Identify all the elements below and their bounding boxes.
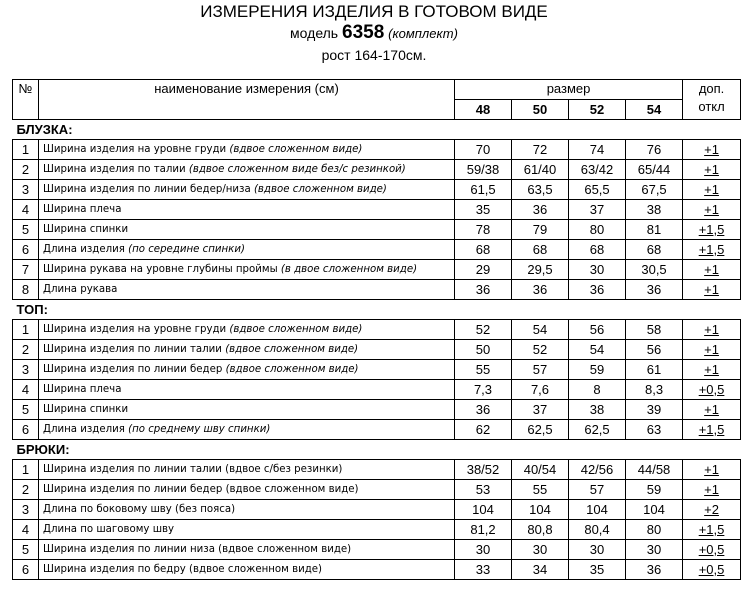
tolerance-cell [683, 320, 741, 340]
size-value: 55 [455, 360, 512, 380]
measurement-name [39, 460, 455, 480]
size-value: 68 [626, 240, 683, 260]
size-value: 80 [569, 220, 626, 240]
size-value: 38/52 [455, 460, 512, 480]
measurement-name [39, 520, 455, 540]
measurement-label: Ширина рукава на уровне глубины проймы [43, 264, 278, 275]
measurement-label: Ширина плеча [43, 204, 122, 215]
size-value: 38 [569, 400, 626, 420]
size-value: 63/42 [569, 160, 626, 180]
model-line [0, 22, 748, 44]
size-value: 72 [512, 140, 569, 160]
measurement-name [39, 240, 455, 260]
row-number: 5 [13, 540, 39, 560]
size-value: 68 [455, 240, 512, 260]
header-size-50: 50 [512, 100, 569, 120]
size-value: 59/38 [455, 160, 512, 180]
row-number: 5 [13, 220, 39, 240]
size-value: 74 [569, 140, 626, 160]
size-value: 59 [569, 360, 626, 380]
size-value: 7,3 [455, 380, 512, 400]
tolerance-cell [683, 400, 741, 420]
tolerance-cell [683, 380, 741, 400]
size-value: 38 [626, 200, 683, 220]
tolerance-value: +1,5 [698, 242, 725, 257]
tolerance-value: +1,5 [698, 522, 725, 537]
measurement-label: Ширина изделия по линии бедер [43, 364, 223, 375]
header-number: № [13, 80, 39, 120]
size-value: 8 [569, 380, 626, 400]
tolerance-value: +1 [704, 202, 719, 217]
section-title: ТОП: [13, 300, 741, 320]
size-value: 7,6 [512, 380, 569, 400]
size-value: 68 [569, 240, 626, 260]
size-value: 76 [626, 140, 683, 160]
measurement-note: (вдвое сложенном виде) [225, 364, 359, 375]
size-value: 70 [455, 140, 512, 160]
size-value: 36 [455, 400, 512, 420]
size-value: 104 [569, 500, 626, 520]
measurement-label: Ширина изделия по линии бедер/низа [43, 184, 251, 195]
measurement-name [39, 200, 455, 220]
row-number: 6 [13, 560, 39, 580]
size-value: 30 [569, 260, 626, 280]
measurement-name [39, 420, 455, 440]
size-value: 57 [569, 480, 626, 500]
measurement-note: (вдвое сложенном виде без/с резинкой) [188, 164, 406, 175]
row-number: 3 [13, 500, 39, 520]
table-row [13, 480, 741, 500]
tolerance-value: +1 [704, 282, 719, 297]
model-number: 6358 [342, 22, 385, 43]
table-row [13, 380, 741, 400]
measurement-name [39, 160, 455, 180]
measurement-label: Ширина изделия по линии талии [43, 344, 222, 355]
tolerance-value: +1,5 [698, 222, 725, 237]
size-value: 78 [455, 220, 512, 240]
row-number: 8 [13, 280, 39, 300]
measurement-note: (вдвое сложенном виде) [229, 324, 363, 335]
tolerance-cell [683, 560, 741, 580]
measurement-label: Ширина спинки [43, 224, 129, 235]
measurement-note: (вдвое сложенном виде) [225, 344, 359, 355]
row-number: 3 [13, 180, 39, 200]
size-value: 65/44 [626, 160, 683, 180]
measurement-note: (вдвое сложенном виде) [253, 184, 387, 195]
size-value: 40/54 [512, 460, 569, 480]
section-row [13, 440, 741, 460]
measurement-name [39, 400, 455, 420]
size-value: 62,5 [512, 420, 569, 440]
row-number: 6 [13, 240, 39, 260]
size-value: 36 [626, 560, 683, 580]
measurement-label: Ширина изделия по бедру (вдвое сложенном виде) [43, 564, 322, 575]
row-number: 5 [13, 400, 39, 420]
row-number: 2 [13, 480, 39, 500]
table-row [13, 400, 741, 420]
tolerance-value: +1 [704, 262, 719, 277]
size-value: 67,5 [626, 180, 683, 200]
tolerance-cell [683, 420, 741, 440]
measurement-name [39, 260, 455, 280]
document-title: ИЗМЕРЕНИЯ ИЗДЕЛИЯ В ГОТОВОМ ВИДЕ [200, 2, 548, 21]
height-range: рост 164-170см. [321, 47, 427, 63]
table-row [13, 320, 741, 340]
measurement-label: Ширина изделия по линии талии (вдвое с/без резинки) [43, 464, 343, 475]
size-value: 44/58 [626, 460, 683, 480]
measurement-label: Ширина изделия на уровне груди [43, 324, 227, 335]
measurement-name [39, 320, 455, 340]
model-note: (комплект) [388, 26, 458, 41]
size-value: 63,5 [512, 180, 569, 200]
size-value: 29,5 [512, 260, 569, 280]
row-number: 1 [13, 460, 39, 480]
tolerance-cell [683, 340, 741, 360]
size-value: 30 [569, 540, 626, 560]
header-size: размер [455, 80, 683, 100]
size-value: 80 [626, 520, 683, 540]
size-value: 68 [512, 240, 569, 260]
tolerance-cell [683, 260, 741, 280]
size-value: 52 [512, 340, 569, 360]
tolerance-cell [683, 240, 741, 260]
table-row [13, 260, 741, 280]
row-number: 2 [13, 340, 39, 360]
size-value: 54 [512, 320, 569, 340]
size-value: 61 [626, 360, 683, 380]
size-value: 39 [626, 400, 683, 420]
measurement-note: (по среднему шву спинки) [128, 424, 271, 435]
size-value: 58 [626, 320, 683, 340]
measurement-name [39, 180, 455, 200]
size-value: 36 [626, 280, 683, 300]
table-row [13, 280, 741, 300]
header-tolerance [683, 80, 741, 120]
tolerance-cell [683, 180, 741, 200]
tolerance-value: +0,5 [698, 382, 725, 397]
tolerance-value: +1 [704, 402, 719, 417]
size-value: 104 [455, 500, 512, 520]
row-number: 4 [13, 380, 39, 400]
row-number: 7 [13, 260, 39, 280]
measurement-label: Ширина плеча [43, 384, 122, 395]
row-number: 2 [13, 160, 39, 180]
size-value: 81 [626, 220, 683, 240]
table-row [13, 140, 741, 160]
header-size-54: 54 [626, 100, 683, 120]
size-value: 59 [626, 480, 683, 500]
size-value: 33 [455, 560, 512, 580]
size-value: 35 [455, 200, 512, 220]
size-value: 42/56 [569, 460, 626, 480]
table-row [13, 560, 741, 580]
header-tolerance-line1: доп. [698, 81, 725, 96]
row-number: 3 [13, 360, 39, 380]
section-row [13, 120, 741, 140]
model-label: модель [290, 25, 339, 41]
size-value: 30 [512, 540, 569, 560]
tolerance-value: +1,5 [698, 422, 725, 437]
tolerance-value: +0,5 [698, 542, 725, 557]
size-value: 29 [455, 260, 512, 280]
tolerance-value: +1 [704, 182, 719, 197]
tolerance-cell [683, 360, 741, 380]
section-row [13, 300, 741, 320]
measurement-note: (по середине спинки) [128, 244, 245, 255]
size-value: 56 [569, 320, 626, 340]
tolerance-cell [683, 500, 741, 520]
tolerance-cell [683, 520, 741, 540]
measurement-name [39, 140, 455, 160]
tolerance-cell [683, 200, 741, 220]
tolerance-value: +1 [704, 322, 719, 337]
tolerance-value: +1 [704, 482, 719, 497]
table-row [13, 360, 741, 380]
size-value: 54 [569, 340, 626, 360]
header-size-48: 48 [455, 100, 512, 120]
size-value: 55 [512, 480, 569, 500]
size-value: 57 [512, 360, 569, 380]
measurement-label: Длина по боковому шву (без пояса) [43, 504, 236, 515]
measurement-name [39, 480, 455, 500]
measurement-label: Длина рукава [43, 284, 118, 295]
tolerance-value: +1 [704, 162, 719, 177]
measurement-name [39, 560, 455, 580]
size-value: 37 [569, 200, 626, 220]
header-measurement-name: наименование измерения (см) [39, 80, 455, 120]
table-row [13, 460, 741, 480]
size-value: 36 [569, 280, 626, 300]
tolerance-cell [683, 160, 741, 180]
tolerance-value: +1 [704, 342, 719, 357]
table-row [13, 340, 741, 360]
size-value: 30 [626, 540, 683, 560]
tolerance-cell [683, 280, 741, 300]
section-title: БЛУЗКА: [13, 120, 741, 140]
row-number: 1 [13, 140, 39, 160]
tolerance-value: +1 [704, 142, 719, 157]
size-value: 80,8 [512, 520, 569, 540]
measurements-table [12, 79, 741, 580]
measurement-note: (в двое сложенном виде) [280, 264, 418, 275]
table-row [13, 520, 741, 540]
size-value: 61/40 [512, 160, 569, 180]
tolerance-cell [683, 480, 741, 500]
size-value: 37 [512, 400, 569, 420]
measurement-label: Длина по шаговому шву [43, 524, 175, 535]
measurement-label: Ширина изделия по талии [43, 164, 186, 175]
table-row [13, 240, 741, 260]
measurement-name [39, 340, 455, 360]
size-value: 35 [569, 560, 626, 580]
measurement-label: Ширина изделия по линии низа (вдвое сложенном виде) [43, 544, 352, 555]
tolerance-cell [683, 540, 741, 560]
table-row [13, 200, 741, 220]
row-number: 4 [13, 200, 39, 220]
size-value: 50 [455, 340, 512, 360]
table-row [13, 420, 741, 440]
size-value: 53 [455, 480, 512, 500]
size-value: 52 [455, 320, 512, 340]
measurement-name [39, 540, 455, 560]
table-row [13, 220, 741, 240]
tolerance-cell [683, 220, 741, 240]
size-value: 36 [512, 280, 569, 300]
size-value: 62 [455, 420, 512, 440]
measurement-label: Длина изделия [43, 424, 125, 435]
size-value: 56 [626, 340, 683, 360]
size-value: 65,5 [569, 180, 626, 200]
table-row [13, 180, 741, 200]
measurement-name [39, 280, 455, 300]
measurement-label: Ширина изделия на уровне груди [43, 144, 227, 155]
measurement-note: (вдвое сложенном виде) [229, 144, 363, 155]
measurement-name [39, 380, 455, 400]
size-value: 104 [626, 500, 683, 520]
tolerance-value: +1 [704, 362, 719, 377]
size-value: 36 [512, 200, 569, 220]
section-title: БРЮКИ: [13, 440, 741, 460]
table-row [13, 500, 741, 520]
row-number: 4 [13, 520, 39, 540]
table-row [13, 160, 741, 180]
size-value: 80,4 [569, 520, 626, 540]
measurement-label: Длина изделия [43, 244, 125, 255]
size-value: 104 [512, 500, 569, 520]
size-value: 81,2 [455, 520, 512, 540]
size-value: 8,3 [626, 380, 683, 400]
table-row [13, 540, 741, 560]
measurement-label: Ширина изделия по линии бедер (вдвое сложенном виде) [43, 484, 359, 495]
tolerance-value: +1 [704, 462, 719, 477]
size-value: 30 [455, 540, 512, 560]
size-value: 61,5 [455, 180, 512, 200]
tolerance-value: +0,5 [698, 562, 725, 577]
size-value: 62,5 [569, 420, 626, 440]
header-tolerance-line2: откл [698, 99, 725, 114]
header-size-52: 52 [569, 100, 626, 120]
row-number: 1 [13, 320, 39, 340]
size-value: 63 [626, 420, 683, 440]
measurement-name [39, 500, 455, 520]
size-value: 30,5 [626, 260, 683, 280]
measurement-name [39, 360, 455, 380]
tolerance-cell [683, 140, 741, 160]
measurement-label: Ширина спинки [43, 404, 129, 415]
size-value: 36 [455, 280, 512, 300]
size-value: 34 [512, 560, 569, 580]
size-value: 79 [512, 220, 569, 240]
tolerance-cell [683, 460, 741, 480]
tolerance-value: +2 [704, 502, 719, 517]
measurement-name [39, 220, 455, 240]
row-number: 6 [13, 420, 39, 440]
